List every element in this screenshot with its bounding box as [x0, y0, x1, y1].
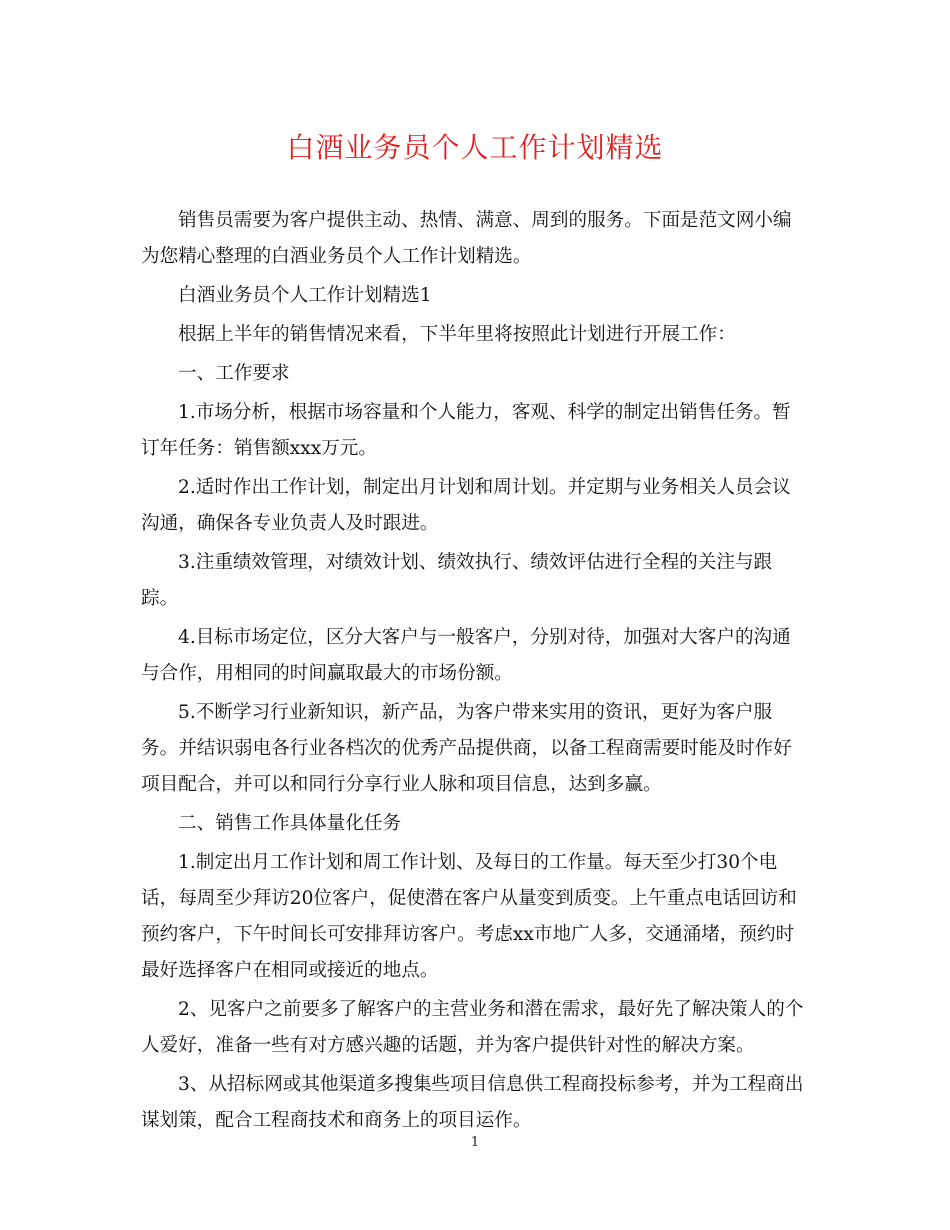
intro-paragraph: 销售员需要为客户提供主动、热情、满意、周到的服务。下面是范文网小编为您精心整理的白酒业务员个人工作计划精选。: [141, 210, 792, 267]
list-item: 3.注重绩效管理，对绩效计划、绩效执行、绩效评估进行全程的关注与跟踪。: [141, 552, 773, 609]
list-item: 5.不断学习行业新知识，新产品，为客户带来实用的资讯，更好为客户服务。并结识弱电各行业各档次的优秀产品提供商，以备工程商需要时能及时作好项目配合，并可以和同行分享行业人脉和项目信息，达到多赢。: [141, 702, 792, 795]
section-heading: 白酒业务员个人工作计划精选1: [178, 285, 432, 306]
list-item: 3、从招标网或其他渠道多搜集些项目信息供工程商投标参考，并为工程商出谋划策，配合工程商技术和商务上的项目运作。: [141, 1074, 804, 1131]
list-item: 2.适时作出工作计划，制定出月计划和周计划。并定期与业务相关人员会议沟通，确保各专业负责人及时跟进。: [141, 477, 791, 534]
page-title: 白酒业务员个人工作计划精选: [286, 131, 664, 164]
list-item: 1.制定出月工作计划和周工作计划、及每日的工作量。每天至少打30个电话，每周至少拜访20位客户，促使潜在客户从量变到质变。上午重点电话回访和预约客户，下午时间长可安排拜访客户。考虑xx市地广人多，交通涌堵，预约时最好选择客户在相同或接近的地点。: [141, 852, 797, 981]
list-item: 2、见客户之前要多了解客户的主营业务和潜在需求，最好先了解决策人的个人爱好，准备一些有对方感兴趣的话题，并为客户提供针对性的解决方案。: [141, 999, 804, 1056]
paragraph: 根据上半年的销售情况来看，下半年里将按照此计划进行开展工作：: [178, 324, 736, 345]
document-body: [141, 203, 809, 1142]
list-item: 4.目标市场定位，区分大客户与一般客户，分别对待，加强对大客户的沟通与合作，用相同的时间赢取最大的市场份额。: [141, 627, 791, 684]
list-item: 1.市场分析，根据市场容量和个人能力，客观、科学的制定出销售任务。暂订年任务：销售额xxx万元。: [141, 402, 791, 459]
section-heading: 二、销售工作具体量化任务: [178, 813, 402, 834]
page-number: 1: [470, 1135, 480, 1150]
section-heading: 一、工作要求: [178, 363, 290, 384]
